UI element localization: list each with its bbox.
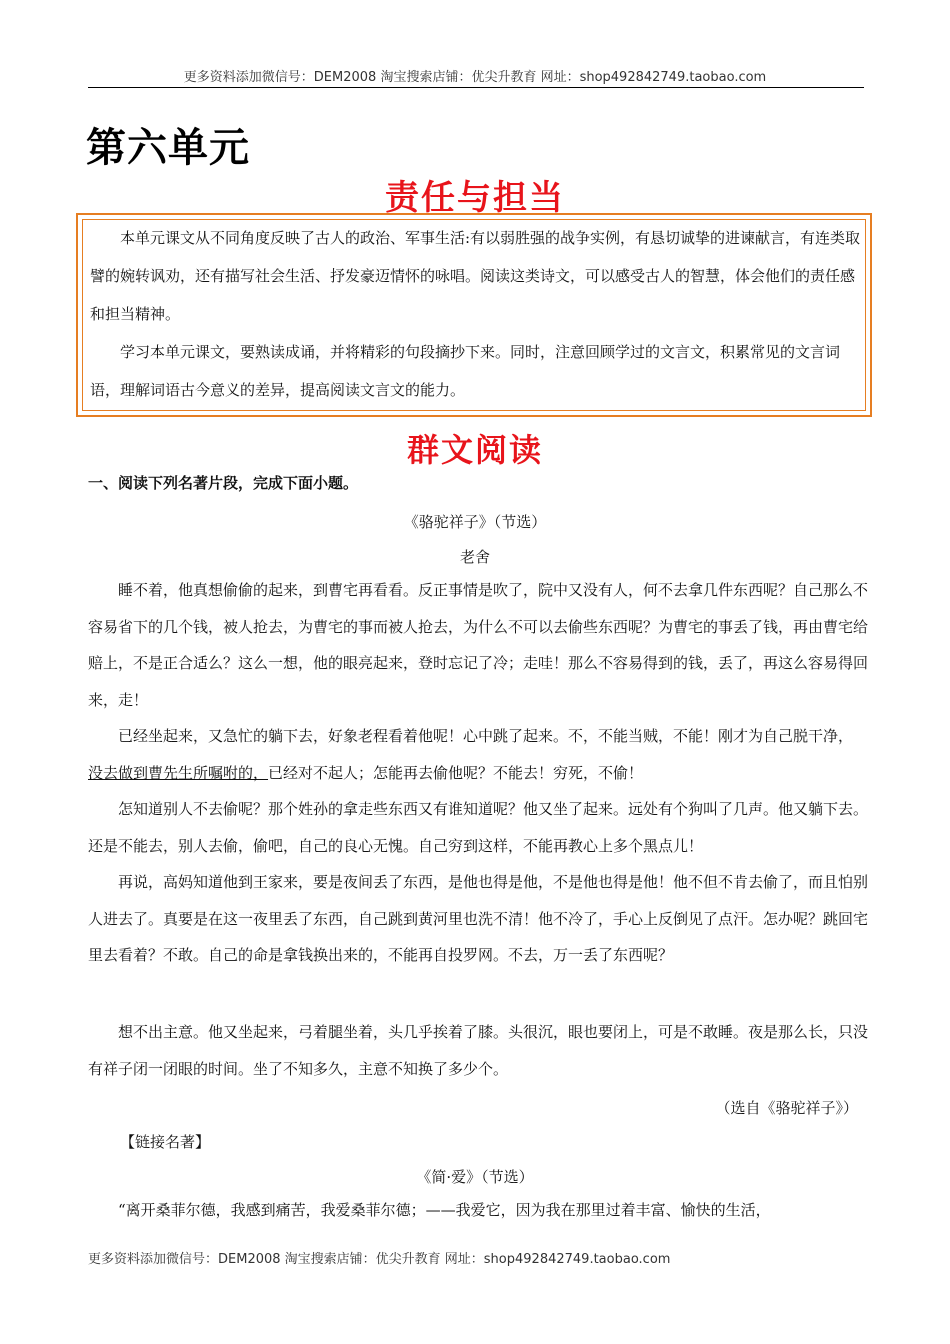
- passage-paragraph-4: 再说，高妈知道他到王家来，要是夜间丢了东西，是他也得是他，不是他也得是他！他不但不肯去偷了，而且怕别人进去了。真要是在这一夜里丢了东西，自己跳到黄河里也洗不清！他不冷了，手心上反倒见了点汗。怎办呢？跳回宅里去看着？不敢。自己的命是拿钱换出来的，不能再自投罗网。不去，万一丢了东西呢？: [88, 873, 869, 964]
- passage-paragraph-2-end: 已经对不起人；怎能再去偷他呢？不能去！穷死，不偷！: [268, 763, 644, 782]
- passage-paragraph-2-start: 已经坐起来，又急忙的躺下去，好象老程看着他呢！心中跳了起来。不，不能当贼，不能！刚才为自己脱干净，: [118, 727, 854, 745]
- underlined-phrase: 没去做到曹先生所嘱咐的，: [88, 763, 269, 782]
- question-prompt: 一、阅读下列名著片段，完成下面小题。: [88, 474, 359, 492]
- theme-title: 责任与担当: [385, 178, 565, 218]
- page-header: 更多资料添加微信号：DEM2008 淘宝搜索店铺：优尖升教育 网址：shop492842749.taobao.com: [183, 70, 767, 85]
- page-footer: 更多资料添加微信号：DEM2008 淘宝搜索店铺：优尖升教育 网址：shop492842749.taobao.com: [88, 1252, 671, 1267]
- passage-source: （选自《骆驼祥子》）: [715, 1099, 858, 1117]
- header-rule: [88, 87, 864, 88]
- passage-paragraph-2: [88, 718, 868, 791]
- passage-author: 老舍: [459, 548, 490, 566]
- passage-paragraph-5: 想不出主意。他又坐起来，弓着腿坐着，头几乎挨着了膝。头很沉，眼也要闭上，可是不敢睡。夜是那么长，只没有祥子闭一闭眼的时间。坐了不知多久，主意不知换了多少个。: [88, 1023, 869, 1078]
- link-label: 【链接名著】: [120, 1133, 211, 1151]
- intro-paragraph-2: 学习本单元课文，要熟读成诵，并将精彩的句段摘抄下来。同时，注意回顾学过的文言文，积累常见的文言词语，理解词语古今意义的差异，提高阅读文言文的能力。: [90, 343, 841, 399]
- intro-paragraph-1: 本单元课文从不同角度反映了古人的政治、军事生活:有以弱胜强的战争实例，有恳切诚挚的进谏献言，有连类取譬的婉转讽劝，还有描写社会生活、抒发豪迈情怀的咏唱。阅读这类诗文，可以感受古人的智慧，体会他们的责任感和担当精神。: [90, 229, 861, 323]
- passage-paragraph-1: 睡不着，他真想偷偷的起来，到曹宅再看看。反正事情是吹了，院中又没有人，何不去拿几件东西呢？自己那么不容易省下的几个钱，被人抢去，为曹宅的事而被人抢去，为什么不可以去偷些东西呢？为曹宅的事丢了钱，再由曹宅给赔上，不是正合适么？这么一想，他的眼亮起来，登时忘记了冷；走哇！那么不容易得到的钱，丢了，再这么容易得回来，走！: [88, 581, 869, 709]
- passage-paragraph-3: 怎知道别人不去偷呢？那个姓孙的拿走些东西又有谁知道呢？他又坐了起来。远处有个狗叫了几声。他又躺下去。还是不能去，别人去偷，偷吧，自己的良心无愧。自己穷到这样，不能再教心上多个黑点儿！: [88, 800, 869, 855]
- section-heading: 群文阅读: [406, 431, 543, 469]
- unit-title: 第六单元: [86, 124, 250, 171]
- link-title: 《简·爱》（节选）: [416, 1168, 534, 1186]
- link-paragraph-1: “离开桑菲尔德，我感到痛苦，我爱桑菲尔德；——我爱它，因为我在那里过着丰富、愉快的生活，: [118, 1201, 771, 1219]
- passage-title: 《骆驼祥子》（节选）: [403, 513, 547, 531]
